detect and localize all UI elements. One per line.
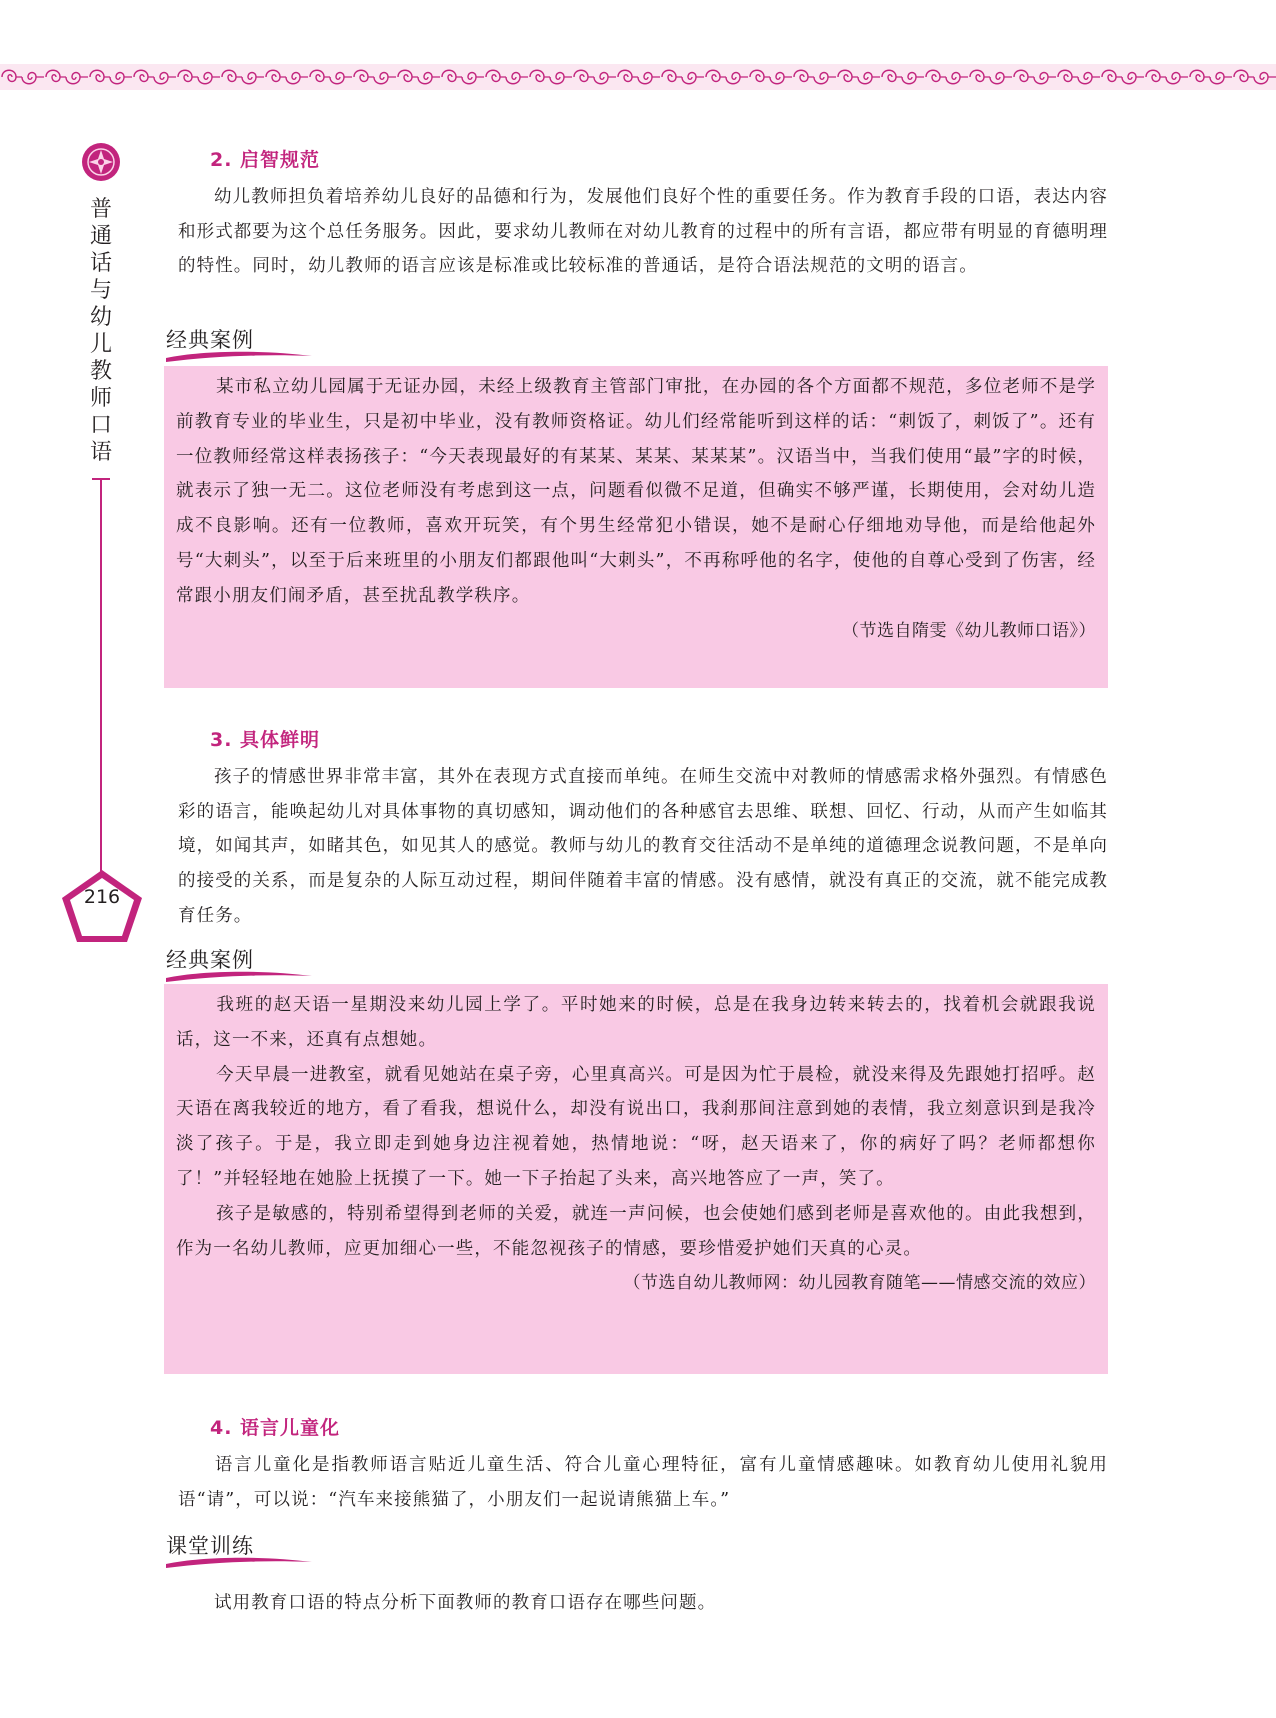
section-heading: 3. 具体鲜明 (210, 729, 321, 751)
section-heading: 4. 语言儿童化 (210, 1417, 341, 1439)
swoosh-icon (164, 348, 314, 364)
section-body: 语言儿童化是指教师语言贴近儿童生活、符合儿童心理特征，富有儿童情感趣味。如教育幼儿使用礼貌用语“请”，可以说：“汽车来接熊猫了，小朋友们一起说请熊猫上车。” (178, 1455, 1108, 1510)
case-paragraph: 某市私立幼儿园属于无证办园，未经上级教育主管部门审批，在办园的各个方面都不规范，多位老师不是学前教育专业的毕业生，只是初中毕业，没有教师资格证。幼儿们经常能听到这样的话：“刺饭了，刺饭了”。还有一位教师经常这样表扬孩子：“今天表现最好的有某某、某某、某某某”。汉语当中，当我们使用“最”字的时候，就表示了独一无二。这位老师没有考虑到这一点，问题看似微不足道，但确实不够严谨，长期使用，会对幼儿造成不良影响。还有一位教师，喜欢开玩笑，有个男生经常犯小错误，她不是耐心仔细地劝导他，而是给他起外号“大刺头”，以至于后来班里的小朋友们都跟他叫“大刺头”，不再称呼他的名字，使他的自尊心受到了伤害，经常跟小朋友们闹矛盾，甚至扰乱教学秩序。 (176, 377, 1096, 606)
swoosh-icon (164, 1554, 314, 1570)
book-title-vertical: 普 通 话 与 幼 儿 教 师 口 语 (89, 197, 112, 465)
section-body: 孩子的情感世界非常丰富，其外在表现方式直接而单纯。在师生交流中对教师的情感需求格外强烈。有情感色彩的语言，能唤起幼儿对具体事物的真切感知，调动他们的各种感官去思维、联想、回忆、行动，从而产生如临其境，如闻其声，如睹其色，如见其人的感觉。教师与幼儿的教育交往活动不是单纯的道德理念说教问题，不是单向的接受的关系，而是复杂的人际互动过程，期间伴随着丰富的情感。没有感情，就没有真正的交流，就不能完成教育任务。 (178, 767, 1108, 926)
case-box (164, 984, 1108, 1374)
practice-label: 课堂训练 (164, 1530, 314, 1570)
practice-body: 试用教育口语的特点分析下面教师的教育口语存在哪些问题。 (214, 1593, 717, 1613)
decorative-border (0, 64, 1276, 90)
case-source: （节选自幼儿教师网：幼儿园教育随笔——情感交流的效应） (623, 1273, 1096, 1294)
case-label: 经典案例 (164, 944, 314, 984)
rosette-icon (81, 142, 121, 182)
swoosh-icon (164, 968, 314, 984)
case-source: （节选自隋雯《幼儿教师口语》） (842, 620, 1096, 641)
case-paragraph: 孩子是敏感的，特别希望得到老师的关爱，就连一声问候，也会使她们感到老师是喜欢他的。由此我想到，作为一名幼儿教师，应更加细心一些，不能忽视孩子的情感，要珍惜爱护她们天真的心灵。 (176, 1203, 1096, 1259)
page-number: 216 (83, 886, 121, 908)
section-body: 幼儿教师担负着培养幼儿良好的品德和行为，发展他们良好个性的重要任务。作为教育手段的口语，表达内容和形式都要为这个总任务服务。因此，要求幼儿教师在对幼儿教育的过程中的所有言语，都应带有明显的育德明理的特性。同时，幼儿教师的语言应该是标准或比较标准的普通话，是符合语法规范的文明的语言。 (178, 187, 1108, 277)
case-paragraph: 我班的赵天语一星期没来幼儿园上学了。平时她来的时候，总是在我身边转来转去的，找着机会就跟我说话，这一不来，还真有点想她。 (176, 995, 1096, 1050)
case-label: 经典案例 (164, 324, 314, 364)
case-paragraph: 今天早晨一进教室，就看见她站在桌子旁，心里真高兴。可是因为忙于晨检，就没来得及先跟她打招呼。赵天语在离我较近的地方，看了看我，想说什么，却没有说出口，我刹那间注意到她的表情，我立刻意识到是我冷淡了孩子。于是，我立即走到她身边注视着她，热情地说：“呀，赵天语来了，你的病好了吗？老师都想你了！”并轻轻地在她脸上抚摸了一下。她一下子抬起了头来，高兴地答应了一声，笑了。 (176, 1064, 1096, 1189)
case-box (164, 366, 1108, 688)
section-heading: 2. 启智规范 (210, 149, 321, 171)
rail-line (100, 480, 102, 872)
